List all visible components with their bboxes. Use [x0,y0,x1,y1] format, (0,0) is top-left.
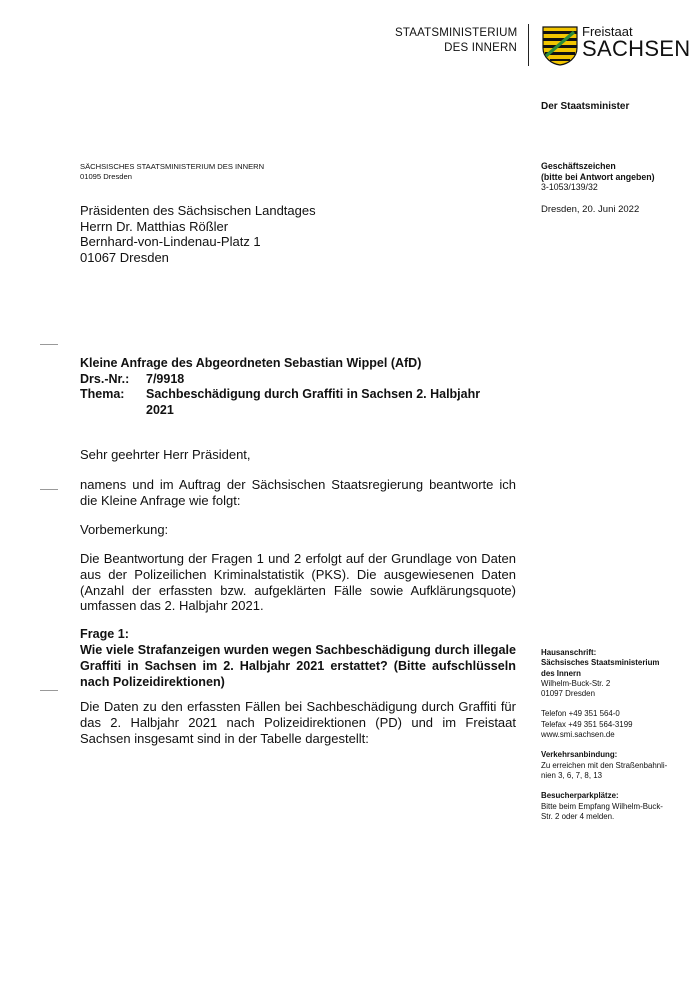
transit-label: Verkehrsanbindung: [541,750,618,760]
address-street: Wilhelm-Buck-Str. 2 [541,678,611,688]
topic-line-2: 2021 [146,402,174,417]
topic-label: Thema: [80,387,125,401]
question-1-label: Frage 1: [80,627,129,641]
sender-line-1: SÄCHSISCHES STAATSMINISTERIUM DES INNERN [80,162,265,171]
sidebar-info [541,648,681,822]
recipient-address [80,203,316,265]
ministry-line-1: STAATSMINISTERIUM [395,27,518,39]
parking-line-2: Str. 2 oder 4 melden. [541,811,615,821]
fax-number: Telefax +49 351 564-3199 [541,719,633,729]
transit-line-2: nien 3, 6, 7, 8, 13 [541,770,602,780]
topic-line-1: Sachbeschädigung durch Graffiti in Sachsen 2. Halbjahr [146,387,481,401]
recipient-line-2: Herrn Dr. Matthias Rößler [80,218,229,234]
recipient-line-3: Bernhard-von-Lindenau-Platz 1 [80,234,261,249]
punch-mark [40,489,58,490]
parking-line-1: Bitte beim Empfang Wilhelm-Buck- [541,801,663,811]
reference-block [541,161,655,193]
reference-number: 3-1053/139/32 [541,182,598,192]
subject-block [80,356,480,418]
logo-sachsen: SACHSEN [582,36,691,61]
reference-hint: (bitte bei Antwort angeben) [541,171,655,182]
preliminary-label: Vorbemerkung: [80,522,169,537]
drs-label: Drs.-Nr.: [80,371,130,386]
logo-freistaat: Freistaat [582,24,633,39]
address-city: 01097 Dresden [541,689,595,699]
preliminary-text: Die Beantwortung der Fragen 1 und 2 erfolgt auf der Grundlage von Daten aus der Polizeilichen Kriminalstatistik (PKS). Die ausgewiesenen Daten (Anzahl der erfassten bzw. aufgeklärten Fälle sowie Aufklärungsquote) umfassen das 2. Halbjahr 2021. [80,551,516,614]
address-name-2: des Innern [541,668,581,678]
salutation: Sehr geehrter Herr Präsident, [80,447,251,462]
intro-paragraph: namens und im Auftrag der Sächsischen Staatsregierung beantworte ich die Kleine Anfrage wie folgt: [80,477,516,508]
sender-address [80,162,264,182]
subject-title: Kleine Anfrage des Abgeordneten Sebastian Wippel (AfD) [80,356,422,370]
reference-label: Geschäftszeichen [541,161,616,171]
fold-mark [40,690,58,691]
topic-text [146,387,480,418]
fold-mark [40,344,58,345]
question-1-text: Wie viele Strafanzeigen wurden wegen Sachbeschädigung durch illegale Graffiti in Sachsen im 2. Halbjahr 2021 erstattet? (Bitte aufschlüsseln nach Polizeidirektionen) [80,643,516,689]
header-divider [528,24,529,66]
phone-number: Telefon +49 351 564-0 [541,709,620,719]
recipient-line-4: 01067 Dresden [80,249,169,265]
address-name-1: Sächsisches Staatsministerium [541,658,660,668]
sender-role: Der Staatsminister [541,101,630,112]
ministry-name [395,26,517,56]
transit-line-1: Zu erreichen mit den Straßenbahnli- [541,760,668,770]
address-label: Hausanschrift: [541,648,597,657]
drs-number: 7/9918 [146,371,185,386]
parking-label: Besucherparkplätze: [541,791,619,801]
sender-line-2: 01095 Dresden [80,172,132,181]
answer-1-text: Die Daten zu den erfassten Fällen bei Sachbeschädigung durch Graffiti für das 2. Halbjahr 2021 nach Polizeidirektionen (PD) und im Freistaat Sachsen insgesamt sind in der Tabelle dargestellt: [80,699,516,746]
ministry-line-2: DES INNERN [444,42,517,54]
letter-date: Dresden, 20. Juni 2022 [541,204,640,215]
website-link[interactable]: www.smi.sachsen.de [541,730,615,740]
saxony-crest-icon [542,26,578,66]
recipient-line-1: Präsidenten des Sächsischen Landtages [80,203,316,218]
